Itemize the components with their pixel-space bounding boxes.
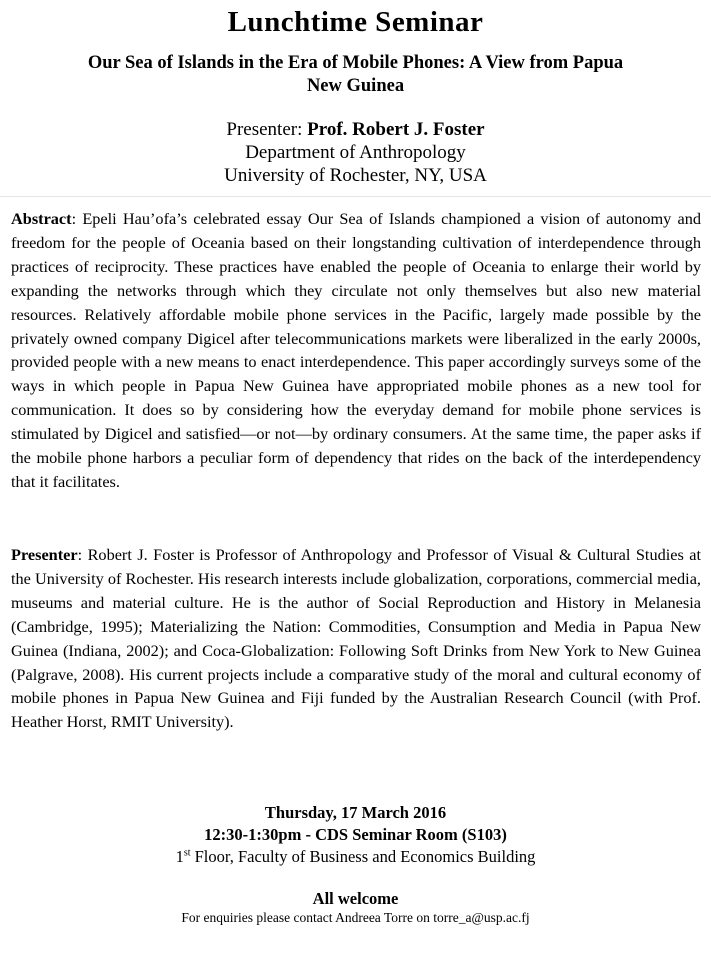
event-time-venue: 12:30-1:30pm - CDS Seminar Room (S103) bbox=[204, 825, 507, 844]
abstract-label: Abstract bbox=[11, 209, 72, 228]
talk-title bbox=[20, 52, 691, 98]
presenter-department: Department of Anthropology bbox=[245, 142, 466, 163]
abstract-paragraph bbox=[11, 207, 701, 494]
presenter-institution: University of Rochester, NY, USA bbox=[224, 165, 487, 186]
presenter-name: Prof. Robert J. Foster bbox=[307, 119, 485, 140]
talk-title-line-1: Our Sea of Islands in the Era of Mobile Phones: A View from Papua bbox=[87, 53, 624, 73]
floor-number: 1 bbox=[175, 847, 184, 866]
event-date: Thursday, 17 March 2016 bbox=[264, 803, 447, 822]
enquiries-text: For enquiries please contact Andreea Torre on torre_a@usp.ac.fj bbox=[181, 910, 530, 925]
bio-text: : Robert J. Foster is Professor of Anthropology and Professor of Visual & Cultural Studies at the University of Rochester. His research interests include globalization, corporations, commercial media, museums and material culture. He is the author of Social Reproduction and History in Melanesia (Cambridge, 1995); Materializing the Nation: Commodities, Consumption and Media in Papua New Guinea (Indiana, 2002); and Coca-Globalization: Following Soft Drinks from New York to New Guinea (Palgrave, 2008). His current projects include a comparative study of the moral and cultural economy of mobile phones in Papua New Guinea and Fiji funded by the Australian Research Council (with Prof. Heather Horst, RMIT University). bbox=[11, 545, 701, 732]
section-divider bbox=[0, 196, 711, 197]
welcome-text: All welcome bbox=[312, 889, 399, 908]
page-title: Lunchtime Seminar bbox=[227, 6, 484, 38]
presenter-label: Presenter: bbox=[226, 119, 303, 140]
bio-label: Presenter bbox=[11, 545, 78, 564]
floor-suffix: st bbox=[183, 847, 191, 859]
event-location bbox=[0, 846, 711, 868]
abstract-text: : Epeli Hau’ofa’s celebrated essay Our Sea of Islands championed a vision of autonomy and freedom for the people of Oceania based on their longstanding cultivation of interdependence through practices of reciprocity. These practices have enabled the people of Oceania to enlarge their world by expanding the networks through which they circulate not only themselves but also new material resources. Relatively affordable mobile phone services in the Pacific, largely made possible by the privately owned company Digicel after telecommunications markets were liberalized in the early 2000s, provided people with a new means to enact interdependence. This paper accordingly surveys some of the ways in which people in Papua New Guinea have appropriated mobile phones as a new tool for communication. It does so by considering how the everyday demand for mobile phone services is stimulated by Digicel and satisfied—or not—by ordinary consumers. At the same time, the paper asks if the mobile phone harbors a peculiar form of dependency that rides on the back of the interdependency that it facilitates. bbox=[11, 209, 701, 491]
presenter-info bbox=[0, 118, 711, 187]
presenter-line bbox=[0, 118, 711, 141]
building-name: Floor, Faculty of Business and Economics Building bbox=[190, 847, 536, 866]
talk-title-line-2: New Guinea bbox=[306, 76, 405, 96]
presenter-bio-paragraph bbox=[11, 543, 701, 734]
